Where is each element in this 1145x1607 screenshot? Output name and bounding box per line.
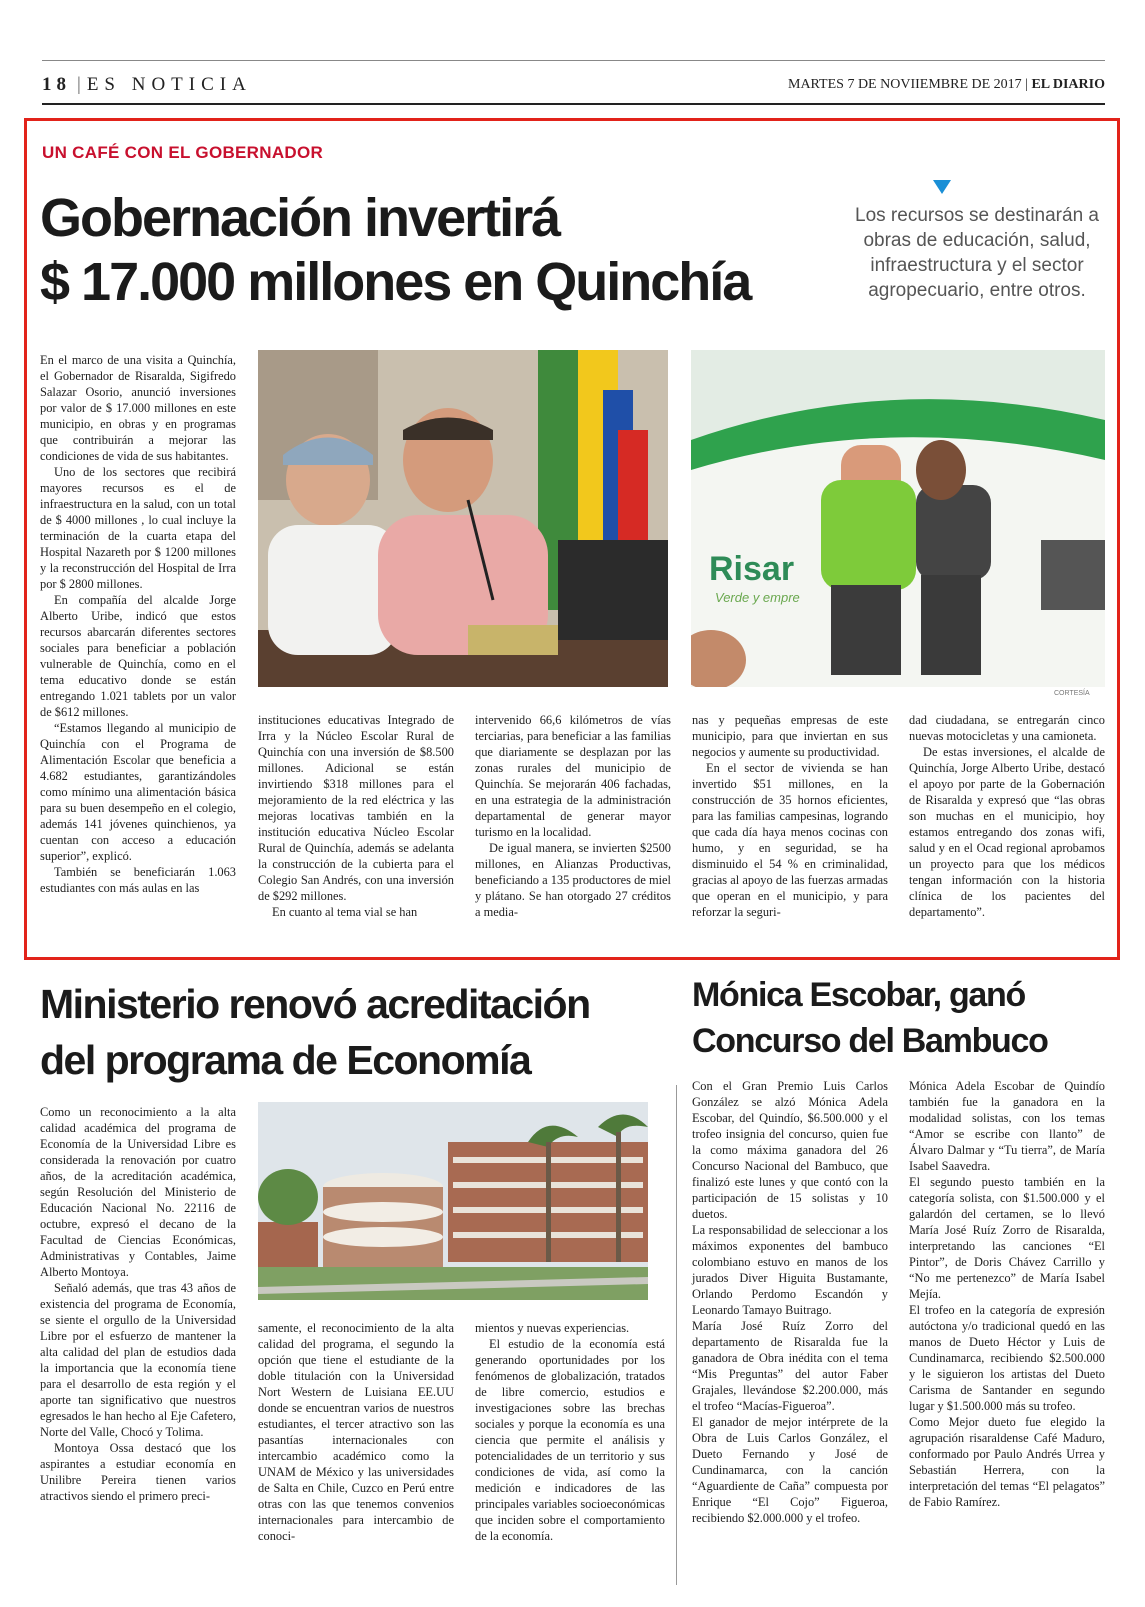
story1-headline [40,186,860,314]
paragraph: El segundo puesto también en la categoría solista, con $1.500.000 y el galardón del certamen, se lo llevó María José Ruíz Zorro de Risaralda, interpretando las canciones “El Pintor”, de Doris Chávez Carrillo y “No me pertenezco” de María Isabel Mejía. [909,1175,1105,1301]
story3-column-2 [909,1078,1105,1510]
paragraph: Mónica Adela Escobar de Quindío también fue la ganadora en la modalidad solistas, con los temas “Amor se escribe con llanto” de Álvaro Dalmar y “Tu tierra”, de María Isabel Saavedra. [909,1079,1105,1173]
story1-column-5 [909,712,1105,920]
paragraph: La responsabilidad de seleccionar a los máximos exponentes del bambuco colombiano estuvo en manos de los jurados Diver Higuita Bustamante, Orlando Perdomo Escandón y Leonardo Tamayo Buitrago. [692,1223,888,1317]
story2-headline-line2: del programa de Economía [40,1037,531,1083]
newspaper-name: EL DIARIO [1031,77,1105,92]
paragraph: En el marco de una visita a Quinchía, el Gobernador de Risaralda, Sigifredo Salazar Osorio, anunció inversiones por valor de $ 17.000 millones en este municipio, en obras y en programas que contribuirán a mejorar las condiciones de vida de sus habitantes. [40,353,236,463]
paragraph: El ganador de mejor intérprete de la Obra de Luis Carlos González, el Dueto Fernando y José de Cundinamarca, con la canción “Aguardiente de Caña” compuesta por Enrique “El Cojo” Figueroa, recibiendo $2.000.000 y el trofeo. [692,1415,888,1525]
paragraph: En compañía del alcalde Jorge Alberto Uribe, indicó que estos recursos abarcarán diferentes sectores sociales para beneficiar a población vulnerable de Quinchía, como en el tema educativo donde se están entregando 1.021 tablets por un valor de $612 millones. [40,593,236,719]
paragraph: samente, el reconocimiento de la alta calidad del programa, el segundo la opción que tiene el estudiante de la doble titulación con la Universidad Nort Western de Luisiana EE.UU donde se encuentran varios de nuestros estudiantes, el tercer atractivo son las pasantías internacionales con intercambio académico como la UNAM de México y las universidades de Salta en Chile, Cuzco en Perú entre otras con las que tenemos convenios internacionales para intercambio de conoci- [258,1321,454,1543]
paragraph: De estas inversiones, el alcalde de Quinchía, Jorge Alberto Uribe, destacó el apoyo por parte de la Gobernación de Risaralda y expresó que “las obras son muchas en el municipio, hoy estamos entregando dos zonas wifi, salud y en el Ocad regional aprobamos un proyecto para que los médicos tengan información con la historia clínica de los pacientes del departamento”. [909,745,1105,919]
folio [42,74,252,96]
story3-headline-line1: Mónica Escobar, ganó [692,976,1025,1014]
photo-credit: CORTESÍA [1054,690,1090,697]
folio-separator: | [77,74,81,95]
story1-column-4 [692,712,888,920]
story1-photo-event [691,350,1105,687]
story2-headline-line1: Ministerio renovó acreditación [40,981,590,1027]
paragraph: intervenido 66,6 kilómetros de vías terciarias, para beneficiar a las familias que diariamente se desplazan por las zonas rurales del municipio de Quinchía. Se mejorarán 406 fachadas, en una estrategia de la administración departamental de generar mayor turismo en la localidad. [475,713,671,839]
story1-column-3 [475,712,671,920]
paragraph: Uno de los sectores que recibirá mayores recursos es el de infraestructura en la salud, con un total de $ 4000 millones , lo cual incluye la terminación de la cuarta etapa del Hospital Nazareth por $ 1200 millones y la reconstrucción del Hospital de Irra por $ 2800 millones. [40,465,236,591]
story1-column-2 [258,712,454,920]
story1-column-1 [40,352,236,896]
paragraph: El estudio de la economía está generando oportunidades por los fenómenos de globalización, tratados de libre comercio, estudios e investigaciones sobre las brechas sociales y porque la economía es una ciencia que permite el análisis y potencialidades de un territorio y sus condiciones de vida, así como la medición e indicadores de las principales variables socioeconómicas que inciden sobre el comportamiento de la economía. [475,1337,665,1543]
story3-headline [692,972,1112,1064]
issue-date: MARTES 7 DE NOVIIEMBRE DE 2017 [788,77,1022,92]
paragraph: mientos y nuevas experiencias. [475,1321,630,1335]
story1-headline-line2: $ 17.000 millones en Quinchía [40,252,751,312]
meeting-illustration [258,350,668,687]
event-illustration [691,350,1105,687]
story1-deck: Los recursos se destinarán a obras de educación, salud, infraestructura y el sector agropecuario, entre otros. [855,205,1099,301]
story1-photo-meeting [258,350,668,687]
story2-column-2 [258,1320,454,1544]
triangle-marker-icon [933,180,951,194]
story2-column-1 [40,1104,236,1504]
top-rule [42,60,1105,61]
paragraph: Como un reconocimiento a la alta calidad académica del programa de Economía de la Universidad Libre es considerada la renovación por cuatro años, de la acreditación académica, según Resolución del Ministerio de Educación Nacional No. 22116 de octubre, expresó el decano de la Facultad de Ciencias Económicas, Administrativas y Contables, Jaime Alberto Montoya. [40,1105,236,1279]
paragraph: dad ciudadana, se entregarán cinco nuevas motocicletas y una camioneta. [909,713,1105,743]
story3-headline-line2: Concurso del Bambuco [692,1022,1048,1060]
story1-headline-line1: Gobernación invertirá [40,188,560,248]
paragraph: María José Ruíz Zorro del departamento de Risaralda fue la ganadora de Obra inédita con el tema “Mis Preguntas” del autor Faber Grajales, llevándose $2.200.000, más el trofeo “Macías-Figueroa”. [692,1319,888,1413]
paragraph: “Estamos llegando al municipio de Quinchía con el Programa de Alimentación Escolar que beneficia a 4.682 estudiantes, garantizándoles como mínimo una alimentación básica para su buen desempeño en el colegio, además 141 jóvenes quinchienos, ya cuentan con acceso a educación superior”, explicó. [40,721,236,863]
story2-headline [40,976,680,1088]
dateline: MARTES 7 DE NOVIIEMBRE DE 2017 | EL DIARIO [788,77,1105,92]
paragraph: Montoya Ossa destacó que los aspirantes a estudiar economía en Unilibre Pereira tienen varios atractivos siendo el primero preci- [40,1441,236,1503]
banner-logo-text: Risar [709,550,795,588]
paragraph: Como Mejor dueto fue elegido la agrupación risaraldense Café Maduro, conformado por Paulo Andrés Urrea y Sebastián Herrera, con la interpretación del temas “El pelagatos” de Fabio Ramírez. [909,1415,1105,1509]
paragraph: El trofeo en la categoría de expresión autóctona y/o tradicional quedó en las manos de Dueto Héctor y Luis de Cundinamarca, recibiendo $2.500.000 y le siguieron los artistas del Dueto Carisma de Santander en segundo lugar y $1.500.000 más su trofeo. [909,1303,1105,1413]
story2-column-3 [475,1320,665,1544]
story2-photo-university [258,1102,648,1300]
paragraph: Con el Gran Premio Luis Carlos González se alzó Mónica Adela Escobar, del Quindío, $6.500.000 y el trofeo insignia del concurso, quien fue la como máxima ganadora del 26 Concurso Nacional del Bambuco, que finalizó este lunes y que contó con la participación de 15 solistas y 10 duetos. [692,1079,888,1221]
university-illustration [258,1102,648,1300]
paragraph: instituciones educativas Integrado de Irra y la Núcleo Escolar Rural de Quinchía con una inversión de $8.500 millones. Adicional se están invirtiendo $318 millones para el mejoramiento de la red eléctrica y las mejoras locativas también en la institución educativa Núcleo Escolar Rural de Quinchía, además se adelanta la construcción de la cubierta para el Colegio San Andrés, con una inversión de $292 millones. [258,713,454,903]
story3-column-1 [692,1078,888,1526]
paragraph: Señaló además, que tras 43 años de existencia del programa de Economía, se siente el orgullo de la Universidad Libre por el esfuerzo de mantener la alta calidad del plan de estudios dada la importancia que la economía tiene para el desarrollo de esta región y el aporte tan significativo que nuestros egresados le han hecho al Eje Cafetero, Norte del Valle, Chocó y Tolima. [40,1281,236,1439]
page-number: 18 [42,74,71,95]
paragraph: nas y pequeñas empresas de este municipio, para que inviertan en sus negocios y aumente su productividad. [692,713,888,759]
header-rule [42,103,1105,105]
paragraph: De igual manera, se invierten $2500 millones, en Alianzas Productivas, beneficiando a 135 productores de miel y plátano. Se han otorgado 27 créditos a media- [475,841,671,919]
banner-slogan-text: Verde y empre [715,590,800,605]
paragraph: En el sector de vivienda se han invertido $51 millones, en la construcción de 35 hornos eficientes, para las familias campesinas, logrando que cada día haya menos cocinas con humo, y en seguridad, se ha disminuido el 54 % en criminalidad, gracias al apoyo de las fuerzas armadas que operan en el municipio, y para reforzar la seguri- [692,761,888,919]
story1-kicker: UN CAFÉ CON EL GOBERNADOR [42,143,324,162]
section-name: ES NOTICIA [86,74,252,95]
paragraph: También se beneficiarán 1.063 estudiantes con más aulas en las [40,865,236,895]
column-divider [676,1085,677,1585]
paragraph: En cuanto al tema vial se han [272,905,418,919]
